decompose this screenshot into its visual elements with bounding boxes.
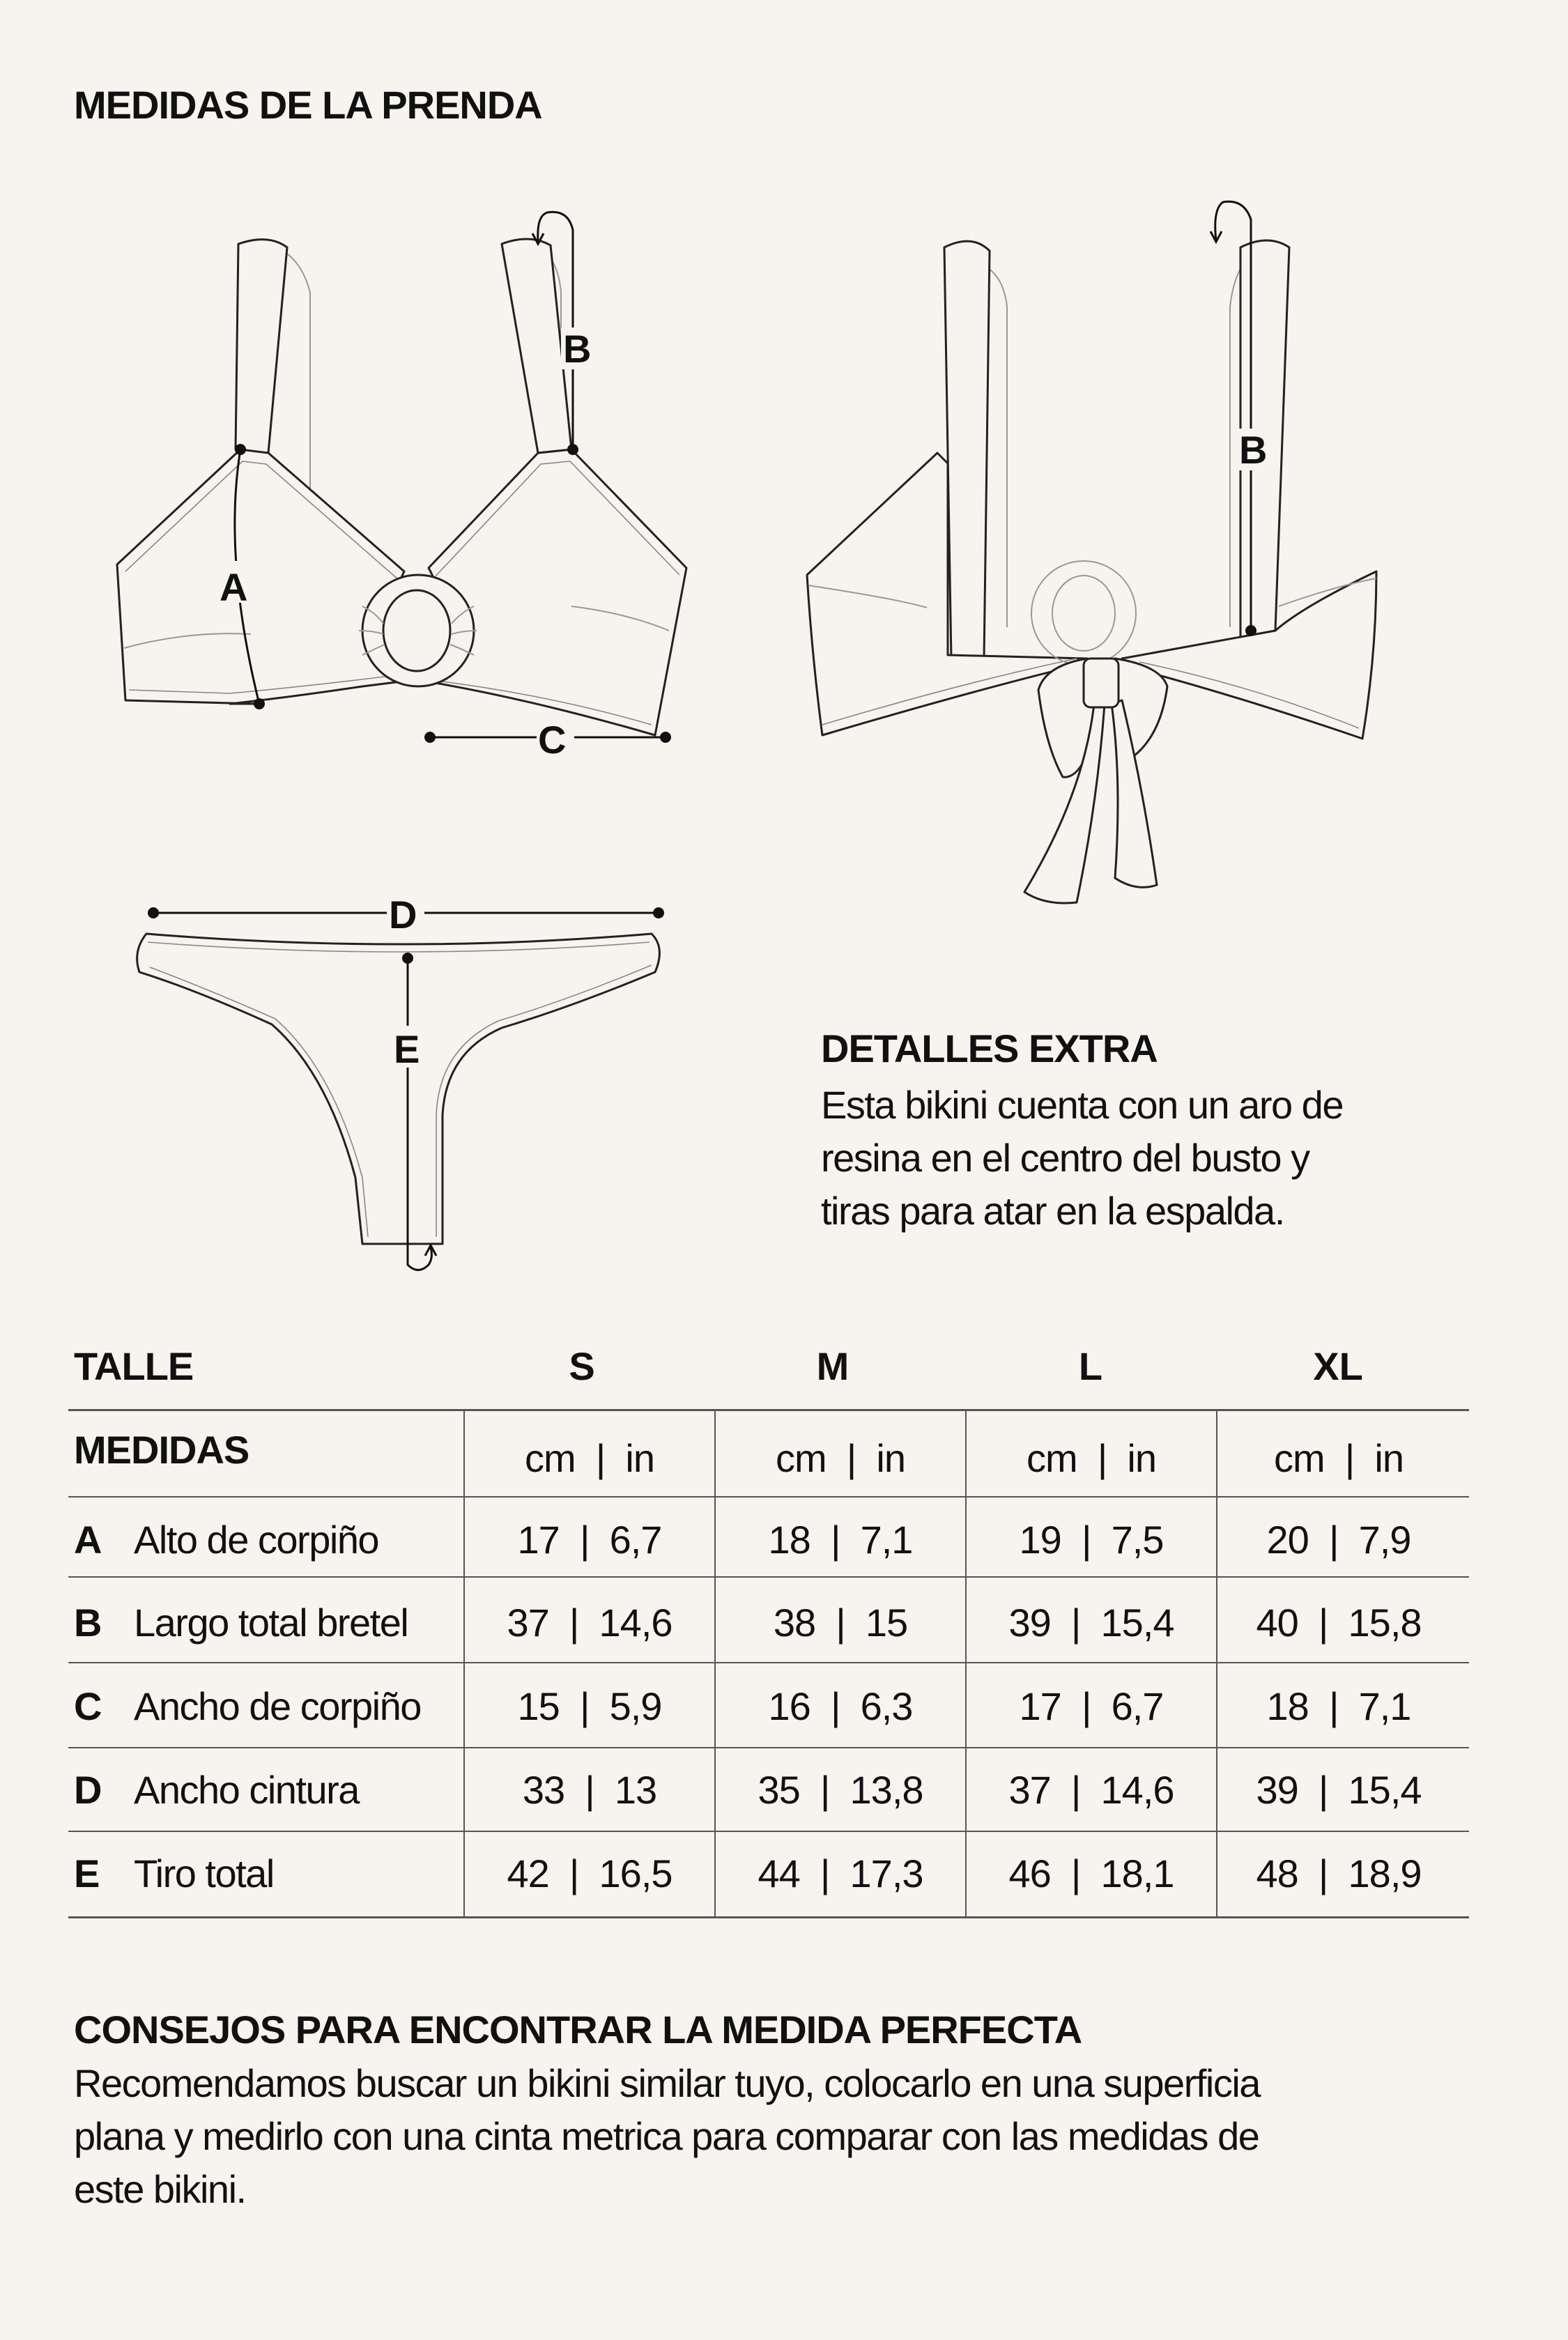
row-name: Ancho cintura — [134, 1768, 359, 1812]
cell-value: 37 | 14,6 — [507, 1601, 672, 1645]
table-divider — [965, 1410, 967, 1917]
cell-value: 38 | 15 — [773, 1601, 908, 1645]
row-name: Ancho de corpiño — [134, 1684, 421, 1728]
size-col-s: S — [569, 1344, 595, 1388]
tips-line: Recomendamos buscar un bikini similar tuyo, colocarlo en una superficia — [74, 2061, 1260, 2105]
label-d: D — [389, 893, 417, 937]
unit-label: cm | in — [1026, 1436, 1156, 1480]
cell-value: 39 | 15,4 — [1256, 1768, 1422, 1812]
tips-line: este bikini. — [74, 2167, 246, 2211]
cell-value: 33 | 13 — [522, 1768, 657, 1812]
extra-line: Esta bikini cuenta con un aro de — [821, 1083, 1343, 1127]
size-header: TALLE — [74, 1344, 194, 1388]
extra-details-text — [821, 1079, 1448, 1238]
table-rule — [68, 1747, 1469, 1748]
cell-value: 48 | 18,9 — [1256, 1852, 1422, 1895]
cell-value: 17 | 6,7 — [1019, 1684, 1164, 1728]
label-b: B — [563, 327, 592, 371]
row-name: Alto de corpiño — [134, 1518, 379, 1562]
cell-value: 40 | 15,8 — [1256, 1601, 1422, 1645]
tips-text — [74, 2057, 1502, 2216]
tips-line: plana y medirlo con una cinta metrica para comparar con las medidas de — [74, 2114, 1259, 2158]
tips-title: CONSEJOS PARA ENCONTRAR LA MEDIDA PERFECTA — [74, 2008, 1082, 2052]
extra-line: resina en el centro del busto y — [821, 1136, 1309, 1180]
cell-value: 18 | 7,1 — [768, 1518, 913, 1562]
row-letter: A — [74, 1518, 102, 1562]
bikini-bottom-drawing — [137, 893, 664, 1270]
size-col-xl: XL — [1313, 1344, 1363, 1388]
cell-value: 46 | 18,1 — [1008, 1852, 1174, 1895]
label-c: C — [538, 718, 567, 762]
size-col-m: M — [816, 1344, 850, 1388]
cell-value: 39 | 15,4 — [1008, 1601, 1174, 1645]
unit-label: cm | in — [1273, 1436, 1404, 1480]
label-b-back: B — [1239, 428, 1268, 472]
table-rule — [68, 1496, 1469, 1498]
extra-details-title: DETALLES EXTRA — [821, 1026, 1158, 1070]
table-rule — [68, 1916, 1469, 1918]
cell-value: 19 | 7,5 — [1019, 1518, 1164, 1562]
row-letter: B — [74, 1601, 102, 1645]
table-divider — [714, 1410, 716, 1917]
cell-value: 37 | 14,6 — [1008, 1768, 1174, 1812]
row-letter: C — [74, 1684, 102, 1728]
cell-value: 20 | 7,9 — [1266, 1518, 1411, 1562]
size-col-l: L — [1078, 1344, 1103, 1388]
label-a: A — [220, 565, 248, 609]
row-letter: E — [74, 1852, 100, 1895]
cell-value: 35 | 13,8 — [758, 1768, 923, 1812]
cell-value: 44 | 17,3 — [758, 1852, 923, 1895]
row-name: Tiro total — [134, 1852, 274, 1895]
unit-label: cm | in — [524, 1436, 654, 1480]
cell-value: 17 | 6,7 — [517, 1518, 662, 1562]
cell-value: 15 | 5,9 — [517, 1684, 662, 1728]
table-rule — [68, 1576, 1469, 1578]
measures-header: MEDIDAS — [74, 1428, 249, 1472]
cell-value: 42 | 16,5 — [507, 1852, 672, 1895]
row-letter: D — [74, 1768, 102, 1812]
table-rule — [68, 1831, 1469, 1832]
cell-value: 16 | 6,3 — [768, 1684, 913, 1728]
row-name: Largo total bretel — [134, 1601, 408, 1645]
extra-line: tiras para atar en la espalda. — [821, 1189, 1284, 1233]
bikini-top-back-drawing — [807, 201, 1376, 903]
unit-label: cm | in — [775, 1436, 905, 1480]
table-divider — [1216, 1410, 1217, 1917]
section-title: MEDIDAS DE LA PRENDA — [74, 83, 542, 127]
cell-value: 18 | 7,1 — [1266, 1684, 1411, 1728]
table-rule — [68, 1409, 1469, 1411]
label-e: E — [394, 1027, 420, 1071]
table-divider — [463, 1410, 465, 1917]
table-rule — [68, 1662, 1469, 1663]
bikini-top-front-drawing — [117, 212, 686, 762]
